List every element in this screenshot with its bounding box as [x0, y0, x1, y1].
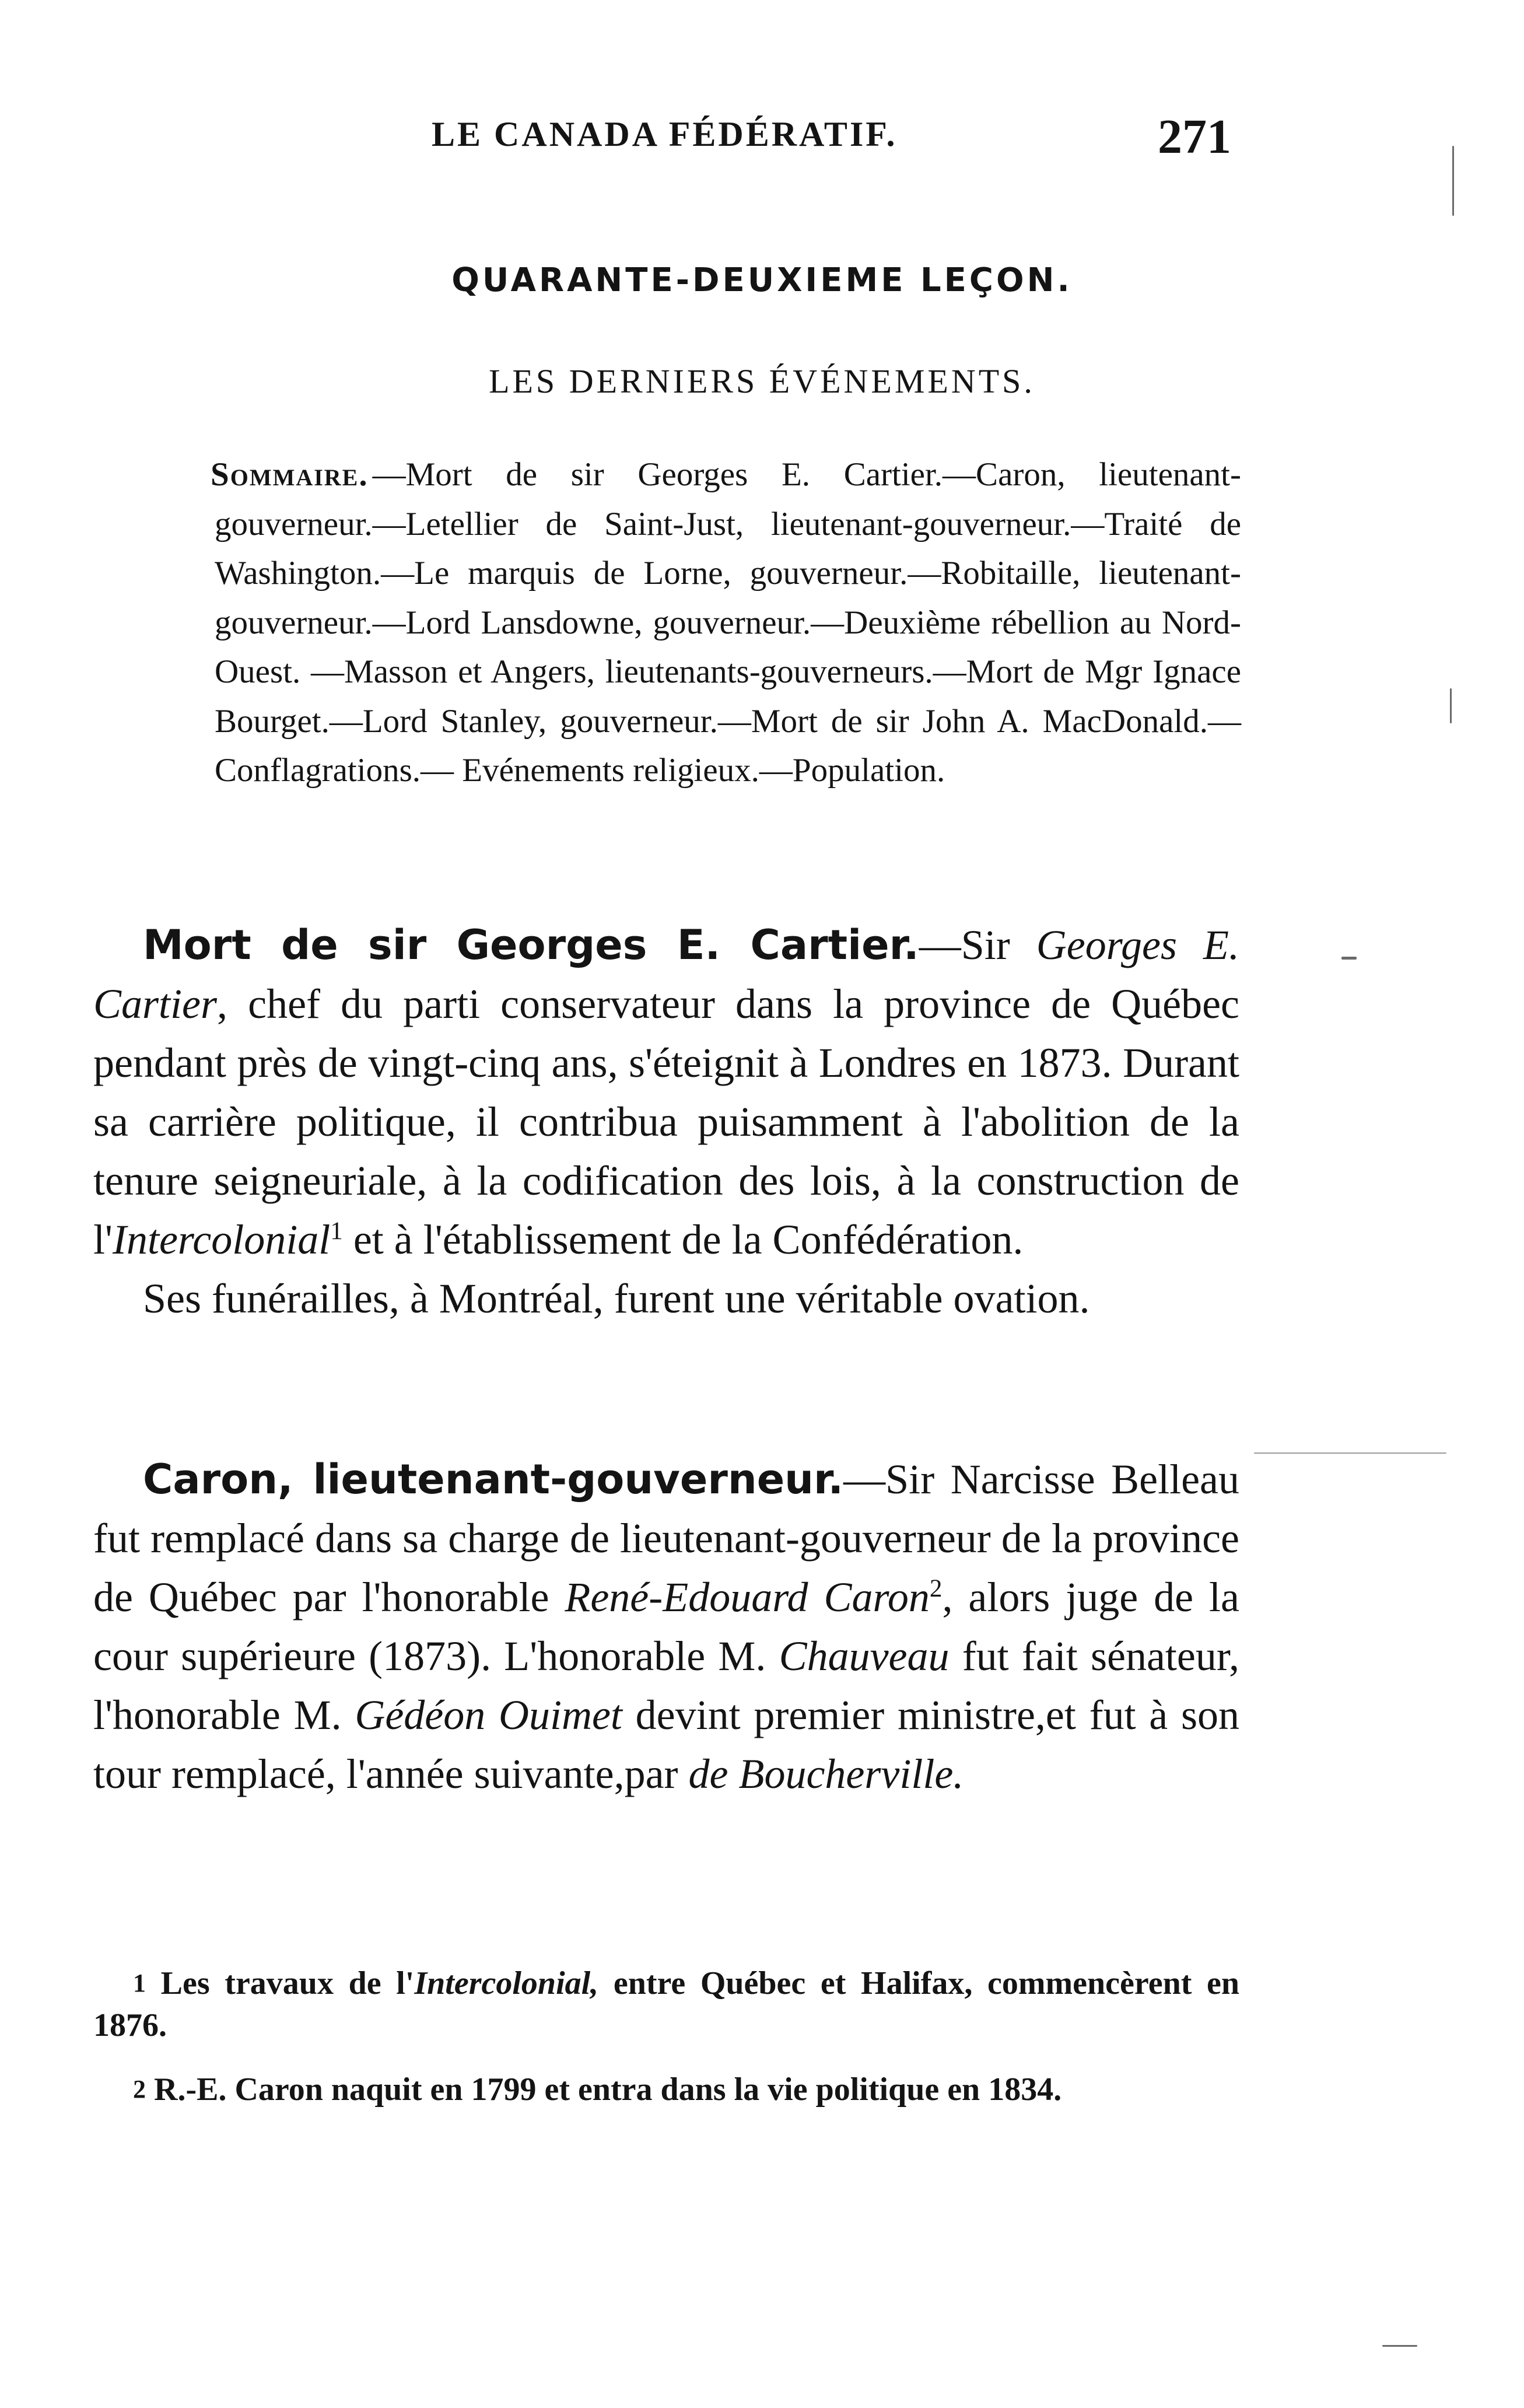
section-cartier: [93, 916, 1239, 1328]
scan-speck: [1450, 688, 1452, 723]
text-run: fut fait sénateur, l'honorable M.: [93, 1633, 1239, 1738]
italic-name: Intercolonial,: [414, 1965, 599, 2001]
text-run: , alors juge de la cour supérieure (1873). L'honorable M.: [93, 1574, 1239, 1679]
footnote-1: [93, 1962, 1239, 2046]
text-run: Les travaux de l': [160, 1965, 415, 2001]
page-number: 271: [1158, 110, 1231, 164]
italic-name: René-Edouard Caron: [565, 1574, 930, 1620]
footnote-mark: 1: [133, 1969, 146, 1997]
text-run: entre Québec et Halifax, commencèrent en 1876.: [93, 1965, 1240, 2043]
section-heading: Mort de sir Georges E. Cartier.: [143, 921, 919, 969]
scan-speck: [1341, 957, 1357, 960]
section-heading: Caron, lieutenant-gouverneur.: [143, 1455, 844, 1503]
scan-speck: [1452, 146, 1454, 216]
footnote-ref: 1: [330, 1217, 343, 1245]
footnotes: [93, 1962, 1239, 2133]
text-run: devint premier ministre,et fut à son tour remplacé, l'année suivante,par: [93, 1692, 1239, 1797]
summary-lead: Sommaire.: [211, 456, 369, 493]
summary-text: —Mort de sir Georges E. Cartier.—Caron, lieutenant-gouverneur.—Letellier de Saint-Just, lieutenant-gouverneur.—Traité de Washington.—Le marquis de Lorne, gouverneur.—Robitaille, lieutenant-gouverneur.—Lord Lansdowne, gouverneur.—Deuxième rébellion au Nord-Ouest. —Masson et Angers, lieutenants-gouverneurs.—Mort de Mgr Ignace Bourget.—Lord Stanley, gouverneur.—Mort de sir John A. MacDonald.— Conflagrations.— Evénements religieux.—Population.: [215, 456, 1241, 789]
italic-name: Georges E. Cartier: [93, 922, 1240, 1027]
summary-paragraph: [211, 450, 1241, 796]
text-run: —Sir Narcisse Belleau fut remplacé dans sa charge de lieutenant-gouverneur de la province de Québec par l'honorable: [93, 1456, 1240, 1620]
footnote-ref: 2: [929, 1575, 943, 1602]
italic-name: Gédéon Ouimet: [355, 1692, 622, 1738]
italic-name: Intercolonial: [112, 1216, 331, 1263]
italic-name: Chauveau: [779, 1633, 950, 1679]
lesson-subtitle: LES DERNIERS ÉVÉNEMENTS.: [489, 362, 1035, 400]
scan-speck: [1254, 1452, 1446, 1454]
text-run: —Sir: [919, 922, 1036, 968]
text-run: et à l'établissement de la Confédération.: [342, 1216, 1024, 1263]
paragraph: [93, 916, 1239, 1269]
paragraph: Ses funérailles, à Montréal, furent une véritable ovation.: [143, 1275, 1090, 1322]
section-caron: [93, 1450, 1239, 1804]
footnote-mark: 2: [133, 2075, 146, 2104]
text-run: , chef du parti conservateur dans la province de Québec pendant près de vingt-cinq ans, s'éteignit à Londres en 1873. Durant sa carrière politique, il contribua puisamment à l'abolition de la tenure seigneuriale, à la codification des lois, à la construction de l': [93, 981, 1239, 1263]
lesson-title: QUARANTE-DEUXIEME LEÇON.: [451, 261, 1073, 299]
footnote-2: [93, 2068, 1239, 2110]
paragraph: [93, 1450, 1239, 1804]
italic-name: de Boucherville.: [688, 1751, 964, 1797]
text-run: R.-E. Caron naquit en 1799 et entra dans la vie politique en 1834.: [154, 2071, 1062, 2108]
scan-speck: [1382, 2345, 1417, 2347]
running-title: LE CANADA FÉDÉRATIF.: [432, 115, 898, 153]
